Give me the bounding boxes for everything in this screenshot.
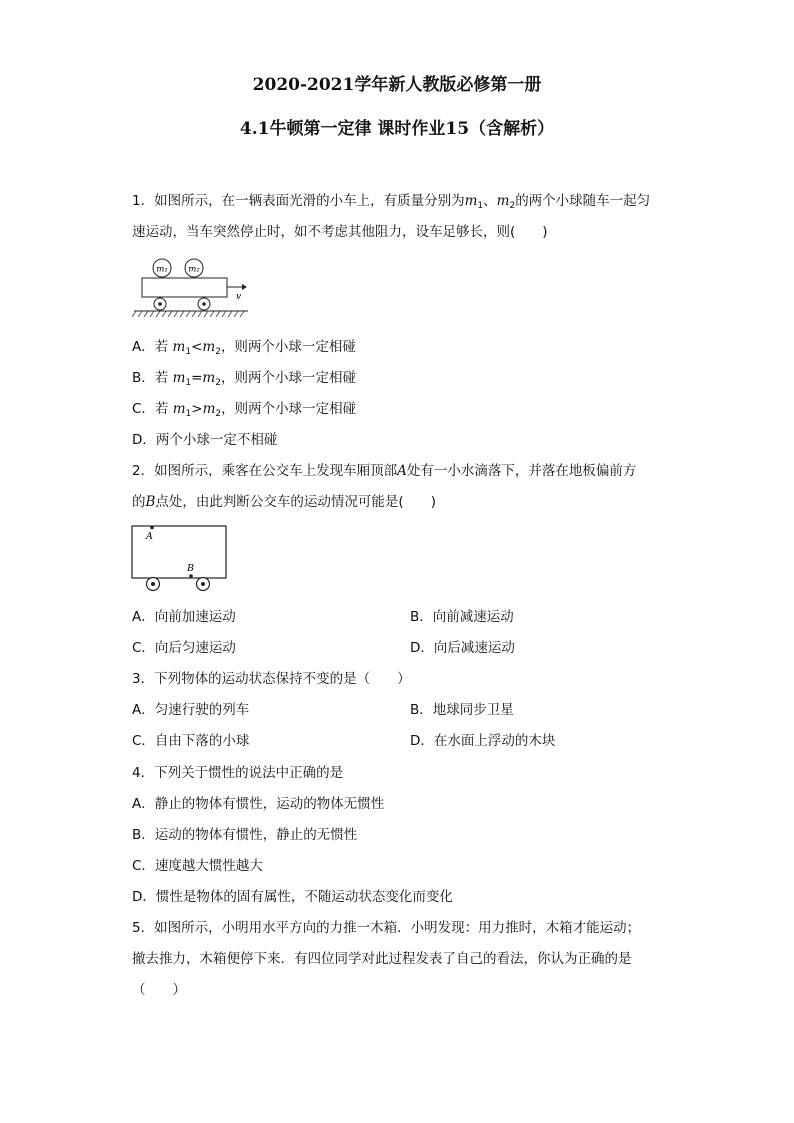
ball-m2-label: m₂ [188,264,200,275]
q2-option-b[interactable]: B．向前减速运动 [410,609,514,625]
q5-stem-line-2: 撤去推力，木箱便停下来．有四位同学对此过程发表了自己的看法，你认为正确的是 [132,951,632,967]
velocity-label: v [236,292,242,302]
q3-option-d[interactable]: D．在水面上浮动的木块 [410,733,556,749]
q5-stem-line-3: （ ） [132,982,186,998]
q2-option-a[interactable]: A．向前加速运动 [132,609,236,625]
q1-stem-line-2: 速运动，当车突然停止时，如不考虑其他阻力，设车足够长，则( ) [132,224,548,240]
q1-stem-line-1: 1．如图所示，在一辆表面光滑的小车上，有质量分别为$m_1$、$m_2$的两个小球随车一起匀 [132,193,651,211]
q3-stem: 3．下列物体的运动状态保持不变的是（ ） [132,671,411,687]
mass-1-symbol: m [464,193,478,209]
q1-option-b[interactable]: B．若 $m_1=m_2$，则两个小球一定相碰 [132,370,356,388]
q4-option-c[interactable]: C．速度越大惯性越大 [132,858,263,874]
point-a-dot [150,526,154,530]
q2-stem-line-2: 的B点处，由此判断公交车的运动情况可能是( ) [132,494,436,510]
point-b-label: B [187,563,194,574]
q4-option-b[interactable]: B．运动的物体有惯性，静止的无惯性 [132,827,358,843]
mass-2-symbol: m [496,193,510,209]
ground-hatching [132,311,244,317]
q4-option-a[interactable]: A．静止的物体有惯性，运动的物体无惯性 [132,796,385,812]
q1-option-c[interactable]: C．若 $m_1>m_2$，则两个小球一定相碰 [132,401,357,419]
document-title-line-2: 4.1牛顿第一定律 课时作业15（含解析） [239,119,555,139]
q3-option-c[interactable]: C．自由下落的小球 [132,733,250,749]
q4-option-d[interactable]: D．惯性是物体的固有属性，不随运动状态变化而变化 [132,889,453,905]
q1-option-a[interactable]: A．若 $m_1<m_2$，则两个小球一定相碰 [132,339,356,357]
q3-option-b[interactable]: B．地球同步卫星 [410,702,514,718]
q2-stem-line-1: 2．如图所示，乘客在公交车上发现车厢顶部A处有一小水滴落下，并落在地板偏前方 [132,463,637,479]
ball-m1-label: m₁ [156,264,168,275]
q4-stem: 4．下列关于惯性的说法中正确的是 [132,765,344,781]
q2-bus-figure [130,523,230,593]
q1-option-d[interactable]: D．两个小球一定不相碰 [132,432,278,448]
q3-option-a[interactable]: A．匀速行驶的列车 [132,702,250,718]
q1-cart-figure [132,255,252,323]
document-title-line-1: 2020-2021学年新人教版必修第一册 [252,75,542,95]
point-b-dot [189,574,193,578]
q5-stem-line-1: 5．如图所示，小明用水平方向的力推一木箱．小明发现：用力推时，木箱才能运动； [132,920,641,936]
q2-option-c[interactable]: C．向后匀速运动 [132,640,236,656]
point-a-label: A [146,531,153,542]
cart-body [142,278,227,297]
q2-option-d[interactable]: D．向后减速运动 [410,640,515,656]
